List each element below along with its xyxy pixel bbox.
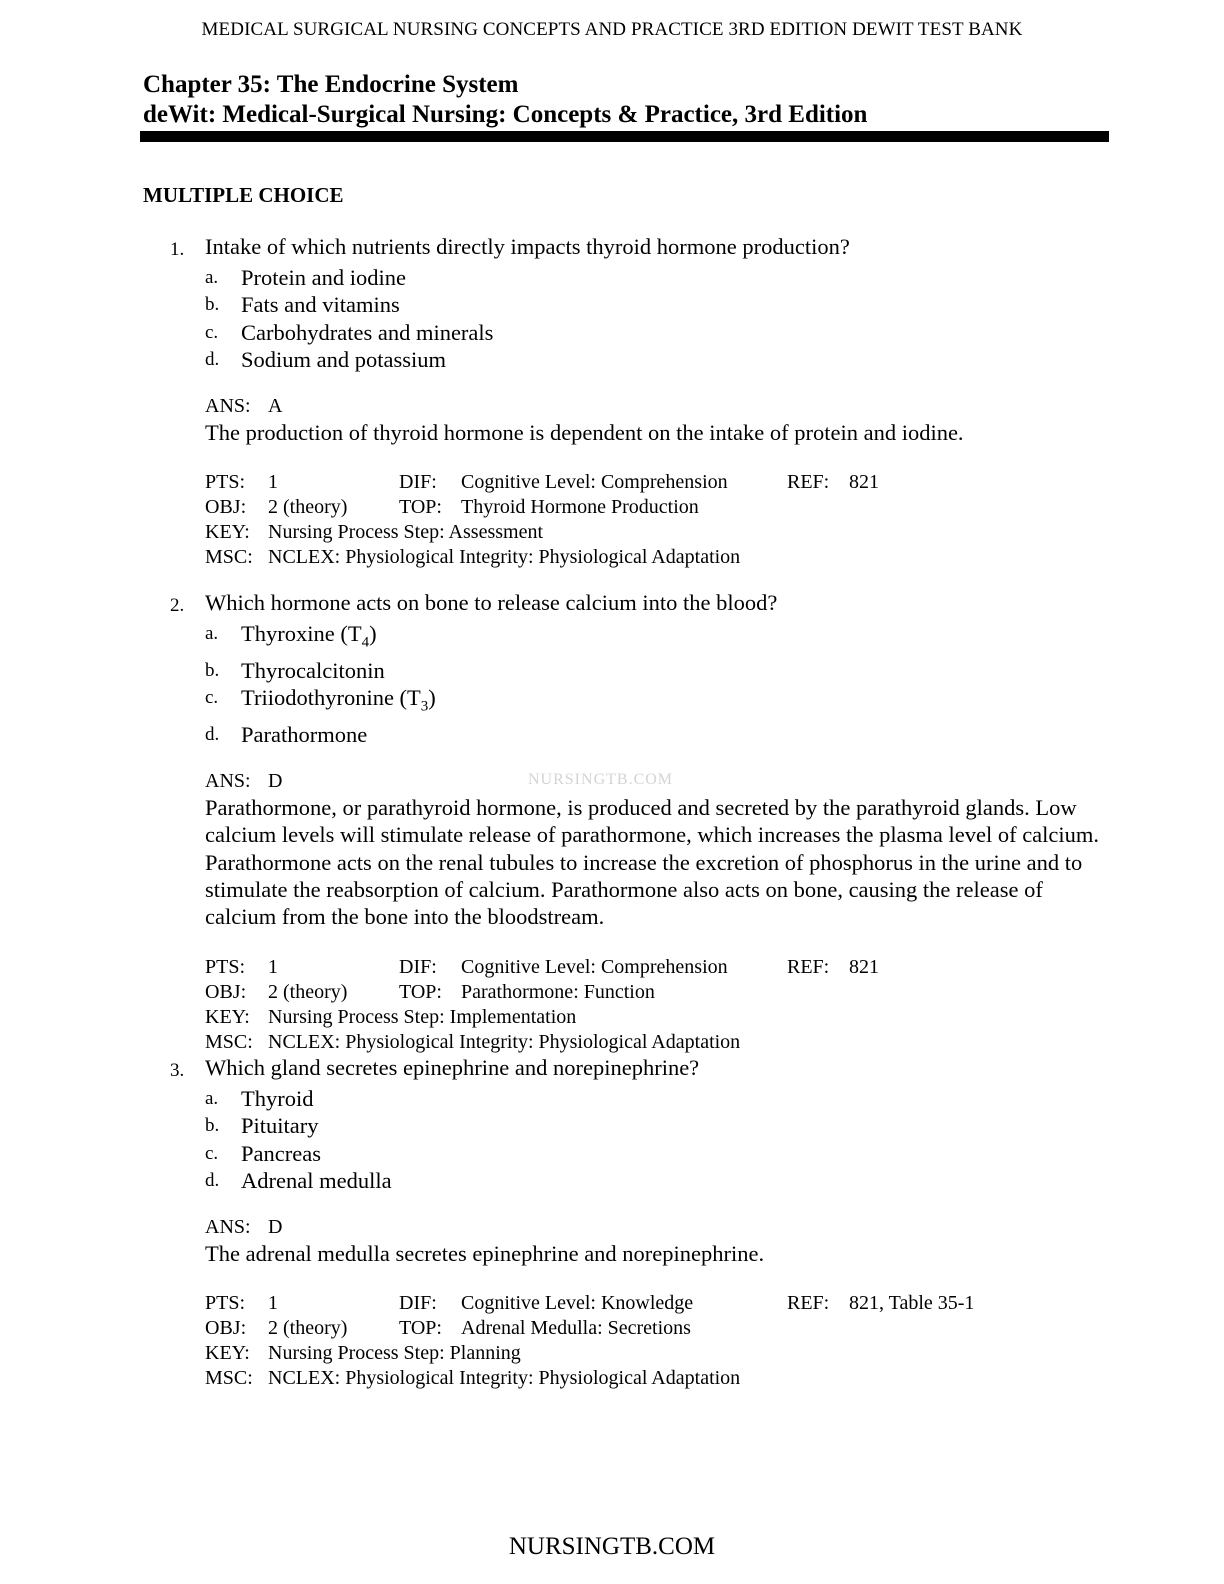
question-3 bbox=[170, 1054, 1110, 1391]
option-a: a. Protein and iodine bbox=[205, 265, 406, 290]
msc-value: NCLEX: Physiological Integrity: Physiological Adaptation bbox=[268, 1030, 741, 1053]
question-number: 2. bbox=[170, 595, 185, 616]
question-number: 1. bbox=[170, 239, 185, 260]
running-header: MEDICAL SURGICAL NURSING CONCEPTS AND PRACTICE 3RD EDITION DEWIT TEST BANK bbox=[201, 19, 1023, 40]
key-value: Nursing Process Step: Implementation bbox=[268, 1005, 577, 1028]
ref-value: 821 bbox=[849, 955, 879, 978]
section-heading: MULTIPLE CHOICE bbox=[143, 183, 344, 207]
dif-value: Cognitive Level: Knowledge bbox=[461, 1292, 694, 1315]
answer-line: ANS: A bbox=[205, 395, 283, 418]
title-block bbox=[143, 70, 1109, 130]
option-b: b. Thyrocalcitonin bbox=[205, 657, 385, 683]
msc-value: NCLEX: Physiological Integrity: Physiological Adaptation bbox=[268, 1367, 741, 1390]
title-rule bbox=[140, 131, 1109, 142]
top-value: Thyroid Hormone Production bbox=[461, 496, 699, 519]
rationale: Parathormone, or parathyroid hormone, is produced and secreted by the parathyroid glands. Low calcium levels will stimulate release of parathormone, which increases the plasma level of calcium. Parathormone acts on the renal tubules to increase the excretion of phosphorus in the urine and to stimulate the reabsorption of calcium. Parathormone also acts on bone, causing the release of calcium from the bone into the bloodstream. bbox=[205, 795, 1100, 930]
option-d: d. Sodium and potassium bbox=[205, 346, 447, 372]
question-number: 3. bbox=[170, 1060, 185, 1081]
top-value: Parathormone: Function bbox=[461, 980, 655, 1003]
rationale: The production of thyroid hormone is dependent on the intake of protein and iodine. bbox=[205, 420, 964, 446]
key-value: Nursing Process Step: Assessment bbox=[268, 521, 543, 544]
pts-value: 1 bbox=[268, 1292, 278, 1315]
ref-value: 821 bbox=[849, 471, 879, 494]
metadata-block: PTS: 1 DIF: Cognitive Level: Comprehension REF: 821 OBJ: 2 (theory) TOP: Parathormone: Function KEY: Nursing Process Step: Implementation MSC: NCLEX: Physiological Integrity: Physiological Adaptation bbox=[205, 955, 879, 1053]
answer-block bbox=[205, 768, 1110, 930]
key-value: Nursing Process Step: Planning bbox=[268, 1342, 521, 1365]
msc-value: NCLEX: Physiological Integrity: Physiological Adaptation bbox=[268, 546, 741, 569]
option-b: b. Fats and vitamins bbox=[205, 292, 400, 318]
options-list bbox=[205, 264, 1110, 373]
obj-value: 2 (theory) bbox=[268, 1317, 348, 1340]
option-a: a. Thyroid bbox=[205, 1086, 314, 1111]
question-stem: Which gland secretes epinephrine and norepinephrine? bbox=[205, 1055, 700, 1080]
pts-value: 1 bbox=[268, 471, 278, 494]
chapter-title: Chapter 35: The Endocrine System bbox=[143, 71, 519, 98]
option-c: c. Carbohydrates and minerals bbox=[205, 319, 494, 345]
top-value: Adrenal Medulla: Secretions bbox=[461, 1317, 691, 1340]
question-stem: Which hormone acts on bone to release calcium into the blood? bbox=[205, 590, 778, 615]
dif-value: Cognitive Level: Comprehension bbox=[461, 955, 728, 978]
pts-value: 1 bbox=[268, 955, 278, 978]
question-stem: Intake of which nutrients directly impacts thyroid hormone production? bbox=[205, 234, 850, 259]
answer-block bbox=[205, 393, 1110, 446]
book-title: deWit: Medical-Surgical Nursing: Concepts & Practice, 3rd Edition bbox=[143, 101, 868, 128]
option-a: a. Thyroxine $(T_4)$ bbox=[205, 621, 377, 651]
answer-value: A bbox=[268, 395, 283, 418]
answer-value: D bbox=[268, 1216, 283, 1239]
ref-value: 821, Table 35-1 bbox=[849, 1292, 975, 1315]
answer-line: ANS: D bbox=[205, 770, 283, 793]
options-list bbox=[205, 1085, 1110, 1194]
obj-value: 2 (theory) bbox=[268, 496, 348, 519]
option-d: d. Adrenal medulla bbox=[205, 1167, 392, 1193]
options-list bbox=[205, 620, 1110, 748]
metadata-block: PTS: 1 DIF: Cognitive Level: Knowledge REF: 821, Table 35-1 OBJ: 2 (theory) TOP: Adrenal Medulla: Secretions KEY: Nursing Process Step: Planning MSC: NCLEX: Physiological Integrity: Physiological Adaptation bbox=[205, 1292, 975, 1390]
question-2 bbox=[170, 589, 1110, 1055]
option-c: c. Triiodothyronine $(T_3)$ bbox=[205, 685, 436, 715]
question-1 bbox=[170, 233, 1110, 570]
rationale: The adrenal medulla secretes epinephrine and norepinephrine. bbox=[205, 1241, 765, 1267]
option-c: c. Pancreas bbox=[205, 1140, 321, 1166]
answer-line: ANS: D bbox=[205, 1216, 283, 1239]
option-d: d. Parathormone bbox=[205, 721, 368, 747]
answer-value: D bbox=[268, 770, 283, 793]
watermark: NURSINGTB.COM bbox=[528, 771, 674, 788]
dif-value: Cognitive Level: Comprehension bbox=[461, 471, 728, 494]
obj-value: 2 (theory) bbox=[268, 980, 348, 1003]
answer-block bbox=[205, 1214, 1110, 1267]
page-footer: NURSINGTB.COM bbox=[508, 1533, 716, 1560]
option-b: b. Pituitary bbox=[205, 1113, 319, 1139]
metadata-block: PTS: 1 DIF: Cognitive Level: Comprehension REF: 821 OBJ: 2 (theory) TOP: Thyroid Hormone Production KEY: Nursing Process Step: Assessment MSC: NCLEX: Physiological Integrity: Physiological Adaptation bbox=[205, 471, 879, 569]
